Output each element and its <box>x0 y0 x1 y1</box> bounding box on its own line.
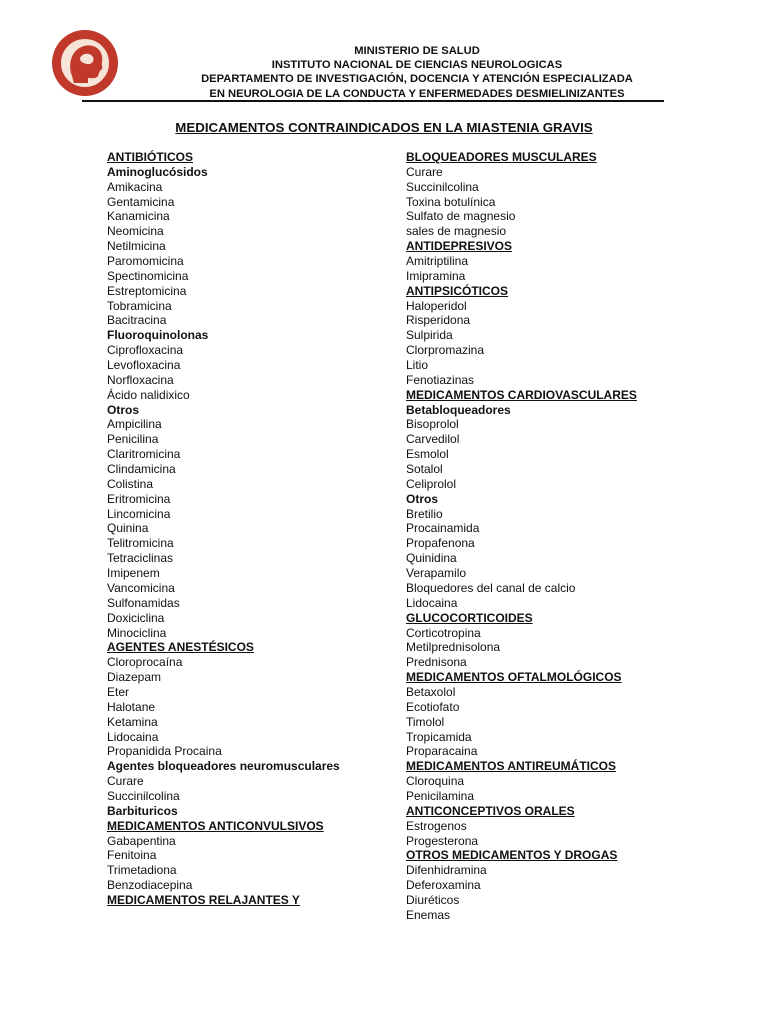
category-heading: MEDICAMENTOS ANTIREUMÁTICOS <box>406 759 616 774</box>
category-heading: ANTIDEPRESIVOS <box>406 239 513 254</box>
medication-item: Benzodiacepina <box>107 878 193 893</box>
medication-item: Corticotropina <box>406 625 481 640</box>
header-line-ministry: MINISTERIO DE SALUD <box>354 45 480 57</box>
medication-item: Levofloxacina <box>107 358 181 373</box>
medication-item: Proparacaina <box>406 744 478 759</box>
medication-item: Diuréticos <box>406 892 460 907</box>
medication-item: Timolol <box>406 714 445 729</box>
medication-item: Litio <box>406 358 429 373</box>
medication-item: Penicilamina <box>406 788 475 803</box>
medication-item: Fenitoina <box>107 848 157 863</box>
medication-item: Verapamilo <box>406 566 467 581</box>
medication-item: Tobramicina <box>107 298 172 313</box>
medication-item: Diazepam <box>107 670 162 685</box>
medication-item: Succinilcolina <box>107 788 180 803</box>
right-medication-column <box>406 150 686 923</box>
medication-item: Curare <box>406 164 443 179</box>
category-heading: MEDICAMENTOS ANTICONVULSIVOS <box>107 818 324 833</box>
medication-item: Halotane <box>107 699 156 714</box>
head-profile-logo-icon <box>50 28 120 98</box>
category-heading: OTROS MEDICAMENTOS Y DROGAS <box>406 848 618 863</box>
medication-item: Netilmicina <box>107 239 166 254</box>
medication-item: Penicilina <box>107 432 159 447</box>
medication-item: Enemas <box>406 907 451 922</box>
medication-item: Progesterona <box>406 833 479 848</box>
header-line-institute: INSTITUTO NACIONAL DE CIENCIAS NEUROLOGICAS <box>271 59 563 72</box>
subcategory-heading: Fluoroquinolonas <box>107 328 209 343</box>
medication-item: Risperidona <box>406 313 471 328</box>
medication-item: Lincomicina <box>107 506 171 521</box>
category-heading: MEDICAMENTOS RELAJANTES Y <box>107 892 300 907</box>
medication-item: Ácido nalidixico <box>107 387 190 402</box>
medication-item: Fenotiazinas <box>406 372 475 387</box>
medication-item: Eter <box>107 684 130 699</box>
medication-item: Bloquedores del canal de calcio <box>406 580 576 595</box>
category-heading: AGENTES ANESTÉSICOS <box>107 640 254 655</box>
header-line-department: DEPARTAMENTO DE INVESTIGACIÓN, DOCENCIA Y ATENCIÓN ESPECIALIZADA <box>201 73 633 86</box>
medication-item: Quinina <box>107 521 149 536</box>
medication-item: Prednisona <box>406 655 467 670</box>
medication-item: Deferoxamina <box>406 878 481 893</box>
medication-item: Amitriptilina <box>406 254 469 269</box>
medication-item: Eritromicina <box>107 491 171 506</box>
medication-item: Sotalol <box>406 462 443 477</box>
category-heading: ANTICONCEPTIVOS ORALES <box>406 803 575 818</box>
left-medication-column <box>107 150 387 908</box>
medication-item: Neomicina <box>107 224 164 239</box>
category-heading: GLUCOCORTICOIDES <box>406 610 533 625</box>
medication-item: Cloroprocaína <box>107 655 183 670</box>
medication-item: Ciprofloxacina <box>107 343 184 358</box>
medication-item: Imipramina <box>406 268 466 283</box>
subcategory-heading: Agentes bloqueadores neuromusculares <box>107 759 340 774</box>
medication-item: Curare <box>107 774 144 789</box>
category-heading: ANTIBIÓTICOS <box>107 150 193 164</box>
medication-item: Tetraciclinas <box>107 551 174 566</box>
medication-item: Bretilio <box>406 506 443 521</box>
medication-item: Succinilcolina <box>406 179 479 194</box>
medication-item: sales de magnesio <box>406 224 507 239</box>
subcategory-heading: Barbituricos <box>107 803 178 818</box>
medication-item: Trimetadiona <box>107 863 177 878</box>
medication-item: Quinidina <box>406 551 457 566</box>
header-line-specialty: EN NEUROLOGIA DE LA CONDUCTA Y ENFERMEDADES DESMIELINIZANTES <box>209 87 625 100</box>
medication-item: Gentamicina <box>107 194 175 209</box>
medication-item: Norfloxacina <box>107 372 174 387</box>
medication-item: Amikacina <box>107 179 163 194</box>
medication-item: Propanidida Procaina <box>107 744 222 759</box>
medication-item: Sulfato de magnesio <box>406 209 516 224</box>
medication-item: Imipenem <box>107 566 160 581</box>
medication-item: Metilprednisolona <box>406 640 501 655</box>
subcategory-heading: Betabloqueadores <box>406 402 511 417</box>
medication-item: Bacitracina <box>107 313 167 328</box>
medication-item: Lidocaina <box>107 729 159 744</box>
medication-item: Estrogenos <box>406 818 467 833</box>
medication-item: Betaxolol <box>406 684 456 699</box>
subcategory-heading: Otros <box>406 491 439 506</box>
medication-item: Spectinomicina <box>107 268 189 283</box>
medication-item: Bisoprolol <box>406 417 459 432</box>
medication-item: Toxina botulínica <box>406 194 496 209</box>
medication-item: Paromomicina <box>107 254 184 269</box>
medication-item: Carvedilol <box>406 432 460 447</box>
medication-item: Clindamicina <box>107 462 176 477</box>
medication-item: Lidocaina <box>406 595 458 610</box>
medication-item: Doxiciclina <box>107 610 165 625</box>
medication-item: Clorpromazina <box>406 343 485 358</box>
medication-item: Sulfonamidas <box>107 595 180 610</box>
medication-item: Claritromicina <box>107 447 181 462</box>
medication-item: Esmolol <box>406 447 449 462</box>
institution-header <box>150 44 684 101</box>
medication-item: Vancomicina <box>107 580 175 595</box>
medication-item: Procainamida <box>406 521 480 536</box>
medication-item: Celiprolol <box>406 476 457 491</box>
medication-item: Ampicilina <box>107 417 162 432</box>
subcategory-heading: Otros <box>107 402 140 417</box>
header-divider <box>82 100 664 102</box>
medication-item: Tropicamida <box>406 729 472 744</box>
subcategory-heading: Aminoglucósidos <box>107 164 208 179</box>
medication-item: Cloroquina <box>406 774 465 789</box>
document-title: MEDICAMENTOS CONTRAINDICADOS EN LA MIASTENIA GRAVIS <box>175 120 593 135</box>
medication-item: Difenhidramina <box>406 863 487 878</box>
medication-item: Ecotiofato <box>406 699 460 714</box>
medication-item: Estreptomicina <box>107 283 187 298</box>
category-heading: BLOQUEADORES MUSCULARES <box>406 150 597 164</box>
medication-item: Ketamina <box>107 714 158 729</box>
medication-item: Sulpirida <box>406 328 453 343</box>
medication-item: Telitromicina <box>107 536 174 551</box>
medication-item: Kanamicina <box>107 209 170 224</box>
medication-item: Colistina <box>107 476 154 491</box>
category-heading: MEDICAMENTOS CARDIOVASCULARES <box>406 387 637 402</box>
category-heading: MEDICAMENTOS OFTALMOLÓGICOS <box>406 670 622 685</box>
medication-item: Haloperidol <box>406 298 467 313</box>
medication-item: Gabapentina <box>107 833 176 848</box>
category-heading: ANTIPSICÓTICOS <box>406 283 509 298</box>
medication-item: Propafenona <box>406 536 475 551</box>
medication-item: Minociclina <box>107 625 167 640</box>
